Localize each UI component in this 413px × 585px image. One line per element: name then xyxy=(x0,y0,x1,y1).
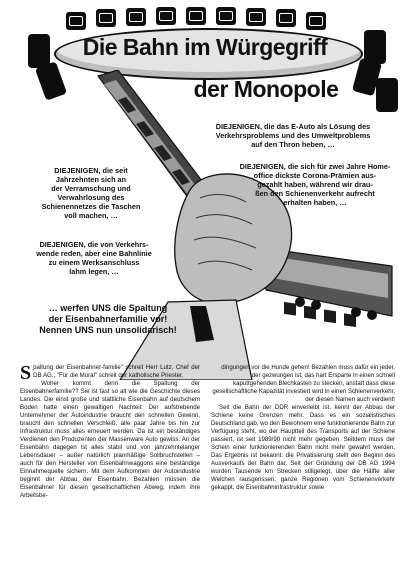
article-column-right xyxy=(211,364,395,492)
chair xyxy=(28,34,50,68)
article-column-left xyxy=(20,364,200,500)
callout-line: der Verramschung und xyxy=(51,184,131,193)
callout-schienennetz xyxy=(26,166,156,220)
callout-line: wende reden, aber eine Bahnlinie xyxy=(36,249,152,258)
callout-line: voll machen, … xyxy=(64,211,118,220)
headline-line-2: der Monopole xyxy=(193,76,339,102)
callout-line: zu einem Werksanschluss xyxy=(48,258,140,267)
callout-line: Schienennetzes die Taschen xyxy=(41,202,141,211)
callout-verkehrswende xyxy=(20,240,168,276)
chair xyxy=(216,7,236,25)
callout-line: DIEJENIGEN, die sich für zwei Jahre Home- xyxy=(239,162,391,171)
callout-line: gezahlt haben, während wir drau- xyxy=(257,180,373,189)
chair xyxy=(246,8,266,26)
company-logo-icon xyxy=(249,12,263,22)
company-logo-icon xyxy=(279,13,293,23)
callout-line: office dickste Corona-Prämien aus- xyxy=(253,171,377,180)
article-paragraph: dingungen vor die Hunde gehen! Bezahlen muss dafür ein jeder, der gezwungen ist, das hart Ersparte in einen schnell kaputtgehenden Blechkasten zu stecken, anstatt dass diese gesellschaftliche Kapazität investiert wird in einen Schienenverkehr, der diesen Namen auch verdient! xyxy=(212,364,395,403)
callout-line: erhalten haben, … xyxy=(283,198,347,207)
chair xyxy=(276,9,296,27)
callout-line: Verkehrsproblems und des Umweltproblems xyxy=(215,131,371,140)
article-intro xyxy=(20,362,200,384)
company-logo-icon xyxy=(99,13,113,23)
company-logo-icon xyxy=(189,11,203,21)
company-logo-icon xyxy=(309,16,323,26)
intro-text: paltung der Eisenbahner-familie" schreit Herr Lutz, Chef der DB AG., "Für die Moral" schreit der katholische Priester. xyxy=(33,364,200,379)
callout-line: Nennen UNS nun unsolidarisch! xyxy=(39,325,177,335)
drop-cap: S xyxy=(20,362,32,384)
callout-line: auf den Thron heben, … xyxy=(251,140,335,149)
callout-line: Jahrzehnten sich an xyxy=(55,175,127,184)
callout-line: der Eisenbahnerfamilie vor! xyxy=(48,314,168,324)
chair xyxy=(96,9,116,27)
callout-line: … werfen UNS die Spaltung xyxy=(48,303,168,313)
chair xyxy=(66,12,86,30)
article-paragraph: Woher kommt denn die Spaltung der Eisenbahnerfamilie?? Sie ist fast so alt wie die Geschichte dieses Landes. Die einst große und stattliche Eisenbahn auf deutschem Boden hatte einen gewaltigen Nachteil: Der aufstrebende Unternehmer der Autoindustrie braucht den schnellen Gewinn, braucht den schnellen Verschleiß, alle paar Jahre bis hin zur Infrastruktur muss alles erneuert werden. Da ist ein beständiges Verdienen den Produzenten der Massenware Auto gewiss. An der Eisenbahn dagegen ist alles stabil und von jahrzehntelanger Lebensdauer – außer natürlich planmäßige Sollbruchstellen – auch für den Hersteller von Eisenbahnwaggons eine beständige Einnahmequelle sichern. Mit dem Aufkommen der Autoindustrie beginnt der Abbau der Eisenbahn. Bezahlen müssen die Eisenbahner für diesen gesellschaftlichen Abweg, indem ihre Arbeitsbe- xyxy=(20,380,200,499)
callout-e-auto xyxy=(188,122,398,149)
callout-line: Verwahrlosung des xyxy=(57,193,125,202)
chair xyxy=(126,8,146,26)
chair xyxy=(156,7,176,25)
company-logo-icon xyxy=(69,16,83,26)
chair xyxy=(186,7,206,25)
callout-line: ßen den Schienenverkehr aufrecht xyxy=(255,189,375,198)
callout-homeoffice xyxy=(225,162,405,207)
chair xyxy=(306,12,326,30)
callout-line: DIEJENIGEN, die seit xyxy=(54,166,128,175)
company-logo-icon xyxy=(129,12,143,22)
company-logo-icon xyxy=(159,11,173,21)
headline-line-1: Die Bahn im Würgegriff xyxy=(82,34,328,60)
article-paragraph: Seit die Bahn der DDR einverleibt ist, kennt der Abbau der Schiene keine Grenzen mehr. Dass es ein sozialistisches Deutschland gab, wo den Bewohnern eine funktionierende Bahn zur Verfügung steht, wo der Hauptteil des Transports auf der Schiene passiert, ist seit 1989/90 nicht mehr gegeben. Seitdem muss der Schein einer funktionierenden Bahn nicht mehr gewahrt werden. Das Ergebnis ist bekannt: die Privatisierung stellt den Beginn des Ausverkaufs der Bahn dar. Seit der Gründung der DB AG 1994 wurden Tausende km Strecken stillgelegt, über die Hälfte aller Weichen rausgerissen, ganze Regionen vom Schienenverkehr gekappt, die Eisenbahninfrastruktur sowie xyxy=(211,404,395,491)
callout-spaltung xyxy=(18,303,198,336)
company-logo-icon xyxy=(219,11,233,21)
callout-line: lahm legen, … xyxy=(69,267,119,276)
callout-line: DIEJENIGEN, die das E-Auto als Lösung des xyxy=(215,122,371,131)
callout-line: DIEJENIGEN, die von Verkehrs- xyxy=(39,240,149,249)
